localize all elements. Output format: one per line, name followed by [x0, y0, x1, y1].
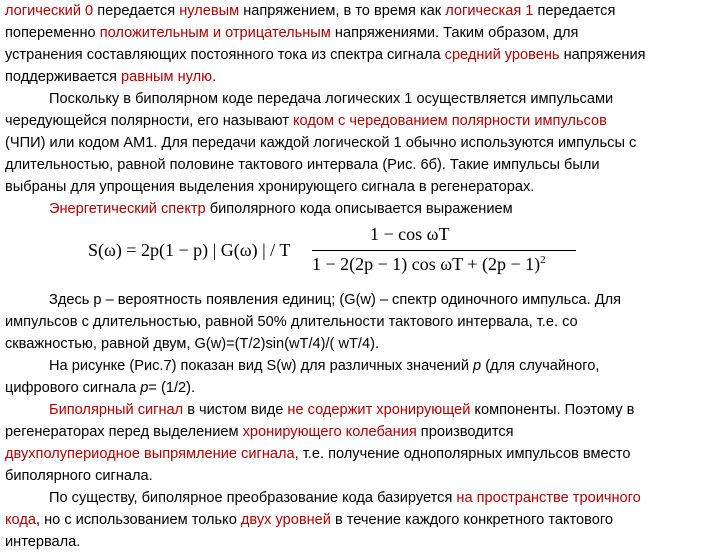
term-energy-spectrum: Энергетический спектр: [49, 201, 206, 217]
text-span: Здесь p – вероятность появления единиц; (G(w) – спектр одиночного импульса. Для: [49, 292, 622, 308]
text-line: [5, 132, 636, 154]
term-ternary-space: на пространстве троичного: [456, 490, 641, 506]
text-span: По существу, биполярное преобразование кода базируется: [49, 490, 457, 506]
text-span: передается: [93, 3, 180, 19]
term-ami-code: кодом с чередованием полярности импульсов: [292, 113, 607, 129]
term-logical-zero: логический 0: [5, 3, 94, 19]
text-line: [5, 110, 607, 132]
formula-exponent: 2: [540, 254, 546, 266]
term-code: кода: [5, 512, 36, 528]
paragraph-start: [49, 399, 634, 421]
term-two-levels: двух уровней: [240, 512, 331, 528]
text-line: [5, 421, 514, 443]
formula-numerator: 1 − cos ωT: [370, 224, 450, 244]
text-line: [5, 22, 578, 44]
text-line: [5, 465, 153, 487]
text-line: [5, 443, 631, 465]
term-zero-voltage: нулевым: [179, 3, 240, 19]
term-pos-neg: положительным и отрицательным: [99, 25, 331, 41]
text-line: [5, 377, 195, 399]
formula-lhs: S(ω) = 2p(1 − p) | G(ω) | / T: [88, 240, 291, 260]
text-span: (для случайного,: [481, 358, 600, 374]
text-span: производится: [416, 424, 514, 440]
text-line: [5, 531, 80, 553]
text-span: устранения составляющих постоянного тока из спектра сигнала: [5, 47, 445, 63]
text-span: На рисунке (Рис.7) показан вид S(w) для различных значений: [49, 358, 474, 374]
variable-p: p: [473, 358, 482, 374]
text-line: [5, 154, 600, 176]
fraction-bar: [312, 250, 576, 251]
term-no-timing: не содержит хронирующей: [287, 402, 471, 418]
text-span: импульсов с длительностью, равной 50% длительности тактового интервала, т.е. со: [5, 314, 578, 330]
paragraph-start: [49, 487, 641, 509]
text-span: цифрового сигнала: [5, 380, 141, 396]
text-span: биполярного сигнала.: [5, 468, 153, 484]
text-span: , но с использованием только: [35, 512, 241, 528]
text-span: компоненты. Поэтому в: [470, 402, 635, 418]
text-span: выбраны для упрощения выделения хронирующего сигнала в регенераторах.: [5, 179, 535, 195]
text-span: напряжениями. Таким образом, для: [330, 25, 579, 41]
text-span: попеременно: [5, 25, 100, 41]
text-span: = (1/2).: [148, 380, 196, 396]
paragraph-start: [49, 198, 513, 220]
term-average-level: средний уровень: [444, 47, 560, 63]
text-line: [5, 509, 613, 531]
text-span: (ЧПИ) или кодом AM1. Для передачи каждой логической 1 обычно используются импульсы с: [5, 135, 637, 151]
text-span: .: [212, 69, 217, 85]
text-line: [5, 66, 216, 88]
text-line: [5, 0, 615, 22]
paragraph-start: [49, 355, 599, 377]
text-span: напряжения: [559, 47, 646, 63]
text-span: Поскольку в биполярном коде передача логических 1 осуществляется импульсами: [49, 91, 614, 107]
text-line: [5, 311, 578, 333]
term-bipolar-signal: Биполярный сигнал: [49, 402, 184, 418]
text-span: поддерживается: [5, 69, 121, 85]
text-line: [5, 44, 646, 66]
text-span: длительностью, равной половине тактового интервала (Рис. 6б). Такие импульсы были: [5, 157, 600, 173]
text-span: скважностью, равной двум, G(w)=(T/2)sin(wT/4)/( wT/4).: [5, 336, 380, 352]
formula-denominator: 1 − 2(2p − 1) cos ωT + (2p − 1): [312, 254, 541, 274]
term-full-wave-rectification: двухполупериодное выпрямление сигнала: [5, 446, 295, 462]
text-span: интервала.: [5, 534, 81, 550]
text-span: чередующейся полярности, его называют: [5, 113, 293, 129]
term-timing-oscillation: хронирующего колебания: [242, 424, 417, 440]
paragraph-start: [49, 88, 613, 110]
formula-denominator-wrap: [312, 254, 546, 275]
text-span: биполярного кода описывается выражением: [205, 201, 513, 217]
text-span: передается: [533, 3, 616, 19]
text-line: [5, 333, 379, 355]
paragraph-start: [49, 289, 621, 311]
term-logical-one: логическая 1: [445, 3, 534, 19]
variable-p: p: [140, 380, 149, 396]
spectrum-formula: [88, 224, 588, 288]
term-equal-zero: равным нулю: [121, 69, 213, 85]
text-span: напряжением, в то время как: [239, 3, 446, 19]
text-line: [5, 176, 534, 198]
text-span: в течение каждого конкретного тактового: [330, 512, 613, 528]
text-span: , т.е. получение однополярных импульсов вместо: [294, 446, 631, 462]
text-span: регенераторах перед выделением: [5, 424, 243, 440]
text-span: в чистом виде: [183, 402, 288, 418]
